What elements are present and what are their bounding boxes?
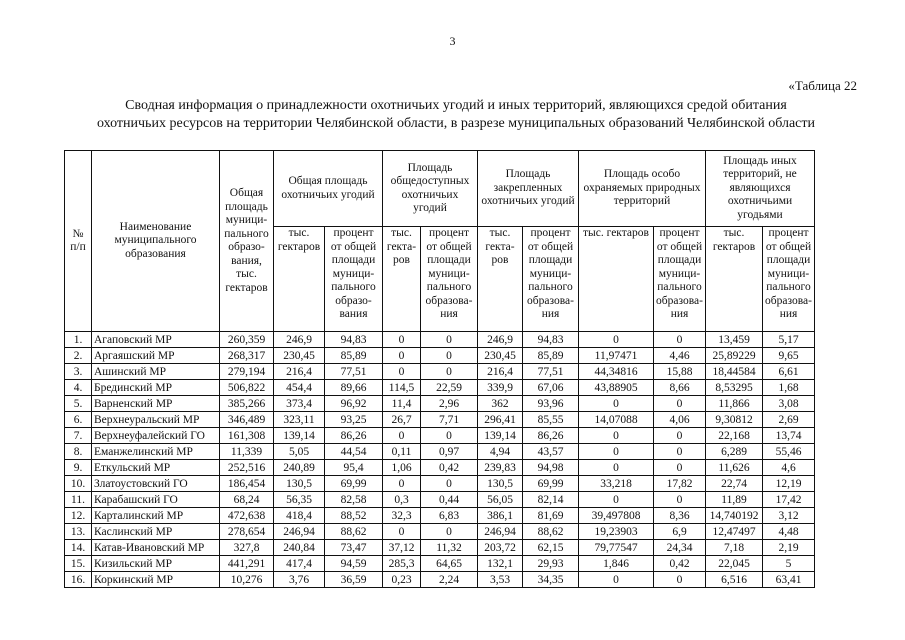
- table-cell: 77,51: [523, 364, 579, 380]
- table-cell: 88,62: [325, 524, 383, 540]
- table-cell: 82,14: [523, 492, 579, 508]
- table-cell: 14,740192: [706, 508, 763, 524]
- table-cell: 36,59: [325, 572, 383, 588]
- table-cell: 0: [383, 332, 421, 348]
- table-cell: 19,23903: [579, 524, 654, 540]
- table-cell: 89,66: [325, 380, 383, 396]
- table-cell: 278,654: [220, 524, 274, 540]
- table-cell: 230,45: [478, 348, 523, 364]
- row-number: 4.: [65, 380, 92, 396]
- row-number: 14.: [65, 540, 92, 556]
- header-public-area: Площадь общедоступных охотничьих угодий: [383, 151, 478, 227]
- title-line-2: охотничьих ресурсов на территории Челябинской области, в разрезе муниципальных образований Челябинской области: [96, 116, 815, 131]
- table-cell: 8,36: [654, 508, 706, 524]
- table-cell: 8,66: [654, 380, 706, 396]
- table-cell: 327,8: [220, 540, 274, 556]
- row-number: 5.: [65, 396, 92, 412]
- table-cell: 85,89: [523, 348, 579, 364]
- table-cell: 3,53: [478, 572, 523, 588]
- table-cell: 44,34816: [579, 364, 654, 380]
- municipality-name: Аргаяшский МР: [92, 348, 220, 364]
- table-cell: 62,15: [523, 540, 579, 556]
- table-cell: 13,459: [706, 332, 763, 348]
- table-cell: 203,72: [478, 540, 523, 556]
- table-cell: 6,83: [421, 508, 478, 524]
- table-cell: 0: [383, 364, 421, 380]
- table-cell: 0: [421, 332, 478, 348]
- table-cell: 418,4: [274, 508, 325, 524]
- municipality-name: Варненский МР: [92, 396, 220, 412]
- table-cell: 385,266: [220, 396, 274, 412]
- table-cell: 69,99: [325, 476, 383, 492]
- table-cell: 2,19: [763, 540, 815, 556]
- table-row: [65, 396, 815, 412]
- table-cell: 0,11: [383, 444, 421, 460]
- table-cell: 246,9: [478, 332, 523, 348]
- table-cell: 44,54: [325, 444, 383, 460]
- table-row: [65, 428, 815, 444]
- table-cell: 0: [421, 364, 478, 380]
- table-cell: 323,11: [274, 412, 325, 428]
- table-cell: 5: [763, 556, 815, 572]
- table-cell: 0,42: [654, 556, 706, 572]
- subheader-other-pct: процент от общей площади муници-пального образова-ния: [763, 227, 815, 332]
- row-number: 6.: [65, 412, 92, 428]
- subheader-protected-pct: процент от общей площади муници-пального образова-ния: [654, 227, 706, 332]
- table-cell: 0,44: [421, 492, 478, 508]
- table-cell: 4,48: [763, 524, 815, 540]
- table-cell: 96,92: [325, 396, 383, 412]
- table-cell: 0: [579, 444, 654, 460]
- table-cell: 6,9: [654, 524, 706, 540]
- row-number: 11.: [65, 492, 92, 508]
- header-assigned-area: Площадь закрепленных охотничьих угодий: [478, 151, 579, 227]
- table-row: [65, 348, 815, 364]
- table-cell: 6,289: [706, 444, 763, 460]
- row-number: 8.: [65, 444, 92, 460]
- table-cell: 3,12: [763, 508, 815, 524]
- page-number: 3: [449, 34, 456, 48]
- table-cell: 12,19: [763, 476, 815, 492]
- row-number: 13.: [65, 524, 92, 540]
- subheader-hunting-pct: процент от общей площади муници-пального образо-вания: [325, 227, 383, 332]
- table-cell: 94,59: [325, 556, 383, 572]
- table-cell: 81,69: [523, 508, 579, 524]
- table-row: [65, 380, 815, 396]
- subheader-other-ha: тыс. гектаров: [706, 227, 763, 332]
- table-cell: 240,84: [274, 540, 325, 556]
- table-cell: 79,77547: [579, 540, 654, 556]
- municipality-name: Златоустовский ГО: [92, 476, 220, 492]
- table-cell: 94,98: [523, 460, 579, 476]
- municipality-name: Каслинский МР: [92, 524, 220, 540]
- table-cell: 114,5: [383, 380, 421, 396]
- table-cell: 8,53295: [706, 380, 763, 396]
- municipality-name: Ашинский МР: [92, 364, 220, 380]
- table-cell: 55,46: [763, 444, 815, 460]
- table-cell: 0: [654, 428, 706, 444]
- table-cell: 15,88: [654, 364, 706, 380]
- table-cell: 0: [383, 348, 421, 364]
- subheader-public-ha: тыс. гекта-ров: [383, 227, 421, 332]
- table-row: [65, 556, 815, 572]
- table-cell: 279,194: [220, 364, 274, 380]
- table-cell: 64,65: [421, 556, 478, 572]
- table-cell: 14,07088: [579, 412, 654, 428]
- subheader-assigned-pct: процент от общей площади муници-пального образова-ния: [523, 227, 579, 332]
- table-row: [65, 540, 815, 556]
- subheader-public-pct: процент от общей площади муници-пального образова-ния: [421, 227, 478, 332]
- table-cell: 161,308: [220, 428, 274, 444]
- table-row: [65, 444, 815, 460]
- table-cell: 94,83: [325, 332, 383, 348]
- table-cell: 1,846: [579, 556, 654, 572]
- municipality-name: Верхнеуфалейский ГО: [92, 428, 220, 444]
- header-protected-area: Площадь особо охраняемых природных территорий: [579, 151, 706, 227]
- row-number: 3.: [65, 364, 92, 380]
- table-cell: 252,516: [220, 460, 274, 476]
- table-cell: 506,822: [220, 380, 274, 396]
- table-cell: 0,23: [383, 572, 421, 588]
- table-row: [65, 508, 815, 524]
- table-cell: 339,9: [478, 380, 523, 396]
- table-cell: 0: [383, 524, 421, 540]
- row-number: 9.: [65, 460, 92, 476]
- table-body: [65, 332, 815, 588]
- table-cell: 346,489: [220, 412, 274, 428]
- header-name: Наименование муниципального образования: [92, 151, 220, 332]
- table-cell: 0: [421, 476, 478, 492]
- table-cell: 139,14: [478, 428, 523, 444]
- table-cell: 10,276: [220, 572, 274, 588]
- table-cell: 130,5: [274, 476, 325, 492]
- table-cell: 0,3: [383, 492, 421, 508]
- table-cell: 239,83: [478, 460, 523, 476]
- table-cell: 11,339: [220, 444, 274, 460]
- table-cell: 0: [579, 396, 654, 412]
- table-cell: 285,3: [383, 556, 421, 572]
- table-cell: 216,4: [478, 364, 523, 380]
- table-cell: 11,89: [706, 492, 763, 508]
- table-cell: 33,218: [579, 476, 654, 492]
- table-cell: 43,88905: [579, 380, 654, 396]
- row-number: 12.: [65, 508, 92, 524]
- table-cell: 7,71: [421, 412, 478, 428]
- table-cell: 18,44584: [706, 364, 763, 380]
- row-number: 1.: [65, 332, 92, 348]
- table-cell: 85,89: [325, 348, 383, 364]
- table-cell: 63,41: [763, 572, 815, 588]
- table-row: [65, 524, 815, 540]
- header-num: № п/п: [65, 151, 92, 332]
- table-cell: 43,57: [523, 444, 579, 460]
- table-cell: 0: [579, 332, 654, 348]
- municipality-name: Агаповский МР: [92, 332, 220, 348]
- table-cell: 37,12: [383, 540, 421, 556]
- table-cell: 88,52: [325, 508, 383, 524]
- table-cell: 0: [654, 572, 706, 588]
- table-cell: 9,65: [763, 348, 815, 364]
- table-row: [65, 572, 815, 588]
- document-title: [56, 97, 856, 133]
- table-cell: 0: [654, 492, 706, 508]
- summary-table: [64, 150, 815, 588]
- table-cell: 0: [383, 476, 421, 492]
- table-cell: 230,45: [274, 348, 325, 364]
- table-cell: 56,05: [478, 492, 523, 508]
- table-cell: 34,35: [523, 572, 579, 588]
- table-cell: 93,96: [523, 396, 579, 412]
- table-row: [65, 332, 815, 348]
- row-number: 7.: [65, 428, 92, 444]
- subheader-hunting-ha: тыс. гектаров: [274, 227, 325, 332]
- municipality-name: Еткульский МР: [92, 460, 220, 476]
- table-cell: 0: [579, 460, 654, 476]
- table-cell: 6,61: [763, 364, 815, 380]
- table-cell: 0: [579, 572, 654, 588]
- table-cell: 0: [654, 396, 706, 412]
- table-cell: 32,3: [383, 508, 421, 524]
- table-cell: 1,68: [763, 380, 815, 396]
- row-number: 15.: [65, 556, 92, 572]
- table-cell: 0: [654, 444, 706, 460]
- subheader-assigned-ha: тыс. гекта-ров: [478, 227, 523, 332]
- table-cell: 0: [421, 524, 478, 540]
- table-cell: 417,4: [274, 556, 325, 572]
- table-cell: 4,94: [478, 444, 523, 460]
- table-cell: 29,93: [523, 556, 579, 572]
- municipality-name: Карабашский ГО: [92, 492, 220, 508]
- table-cell: 25,89229: [706, 348, 763, 364]
- table-cell: 67,06: [523, 380, 579, 396]
- municipality-name: Катав-Ивановский МР: [92, 540, 220, 556]
- table-cell: 246,9: [274, 332, 325, 348]
- table-cell: 86,26: [325, 428, 383, 444]
- table-row: [65, 492, 815, 508]
- table-cell: 11,32: [421, 540, 478, 556]
- table-cell: 85,55: [523, 412, 579, 428]
- table-cell: 0: [579, 492, 654, 508]
- table-cell: 22,045: [706, 556, 763, 572]
- table-cell: 93,25: [325, 412, 383, 428]
- table-cell: 441,291: [220, 556, 274, 572]
- table-cell: 11,97471: [579, 348, 654, 364]
- row-number: 2.: [65, 348, 92, 364]
- table-cell: 68,24: [220, 492, 274, 508]
- table-cell: 13,74: [763, 428, 815, 444]
- header-total-area: Общая площадь муници-пального образо-вания, тыс. гектаров: [220, 151, 274, 332]
- table-row: [65, 460, 815, 476]
- table-cell: 7,18: [706, 540, 763, 556]
- table-cell: 24,34: [654, 540, 706, 556]
- table-cell: 0: [579, 428, 654, 444]
- table-cell: 216,4: [274, 364, 325, 380]
- table-cell: 373,4: [274, 396, 325, 412]
- table-cell: 0: [383, 428, 421, 444]
- table-cell: 94,83: [523, 332, 579, 348]
- table-cell: 268,317: [220, 348, 274, 364]
- table-cell: 5,05: [274, 444, 325, 460]
- municipality-name: Еманжелинский МР: [92, 444, 220, 460]
- table-cell: 0,42: [421, 460, 478, 476]
- table-cell: 246,94: [478, 524, 523, 540]
- subheader-protected-ha: тыс. гектаров: [579, 227, 654, 332]
- table-cell: 26,7: [383, 412, 421, 428]
- table-cell: 139,14: [274, 428, 325, 444]
- table-cell: 22,74: [706, 476, 763, 492]
- table-cell: 2,69: [763, 412, 815, 428]
- table-reference: «Таблица 22: [788, 78, 857, 93]
- table-cell: 472,638: [220, 508, 274, 524]
- table-cell: 88,62: [523, 524, 579, 540]
- table-cell: 362: [478, 396, 523, 412]
- table-cell: 82,58: [325, 492, 383, 508]
- municipality-name: Кизильский МР: [92, 556, 220, 572]
- table-cell: 77,51: [325, 364, 383, 380]
- table-cell: 0: [421, 428, 478, 444]
- table-cell: 296,41: [478, 412, 523, 428]
- row-number: 16.: [65, 572, 92, 588]
- table-cell: 17,82: [654, 476, 706, 492]
- table-cell: 6,516: [706, 572, 763, 588]
- table-cell: 86,26: [523, 428, 579, 444]
- table-cell: 260,359: [220, 332, 274, 348]
- table-cell: 4,06: [654, 412, 706, 428]
- table-cell: 132,1: [478, 556, 523, 572]
- table-cell: 3,76: [274, 572, 325, 588]
- table-cell: 1,06: [383, 460, 421, 476]
- table-cell: 5,17: [763, 332, 815, 348]
- municipality-name: Коркинский МР: [92, 572, 220, 588]
- table-cell: 130,5: [478, 476, 523, 492]
- table-cell: 0: [421, 348, 478, 364]
- table-cell: 22,168: [706, 428, 763, 444]
- table-cell: 3,08: [763, 396, 815, 412]
- table-cell: 39,497808: [579, 508, 654, 524]
- table-row: [65, 412, 815, 428]
- table-cell: 56,35: [274, 492, 325, 508]
- header-hunting-area: Общая площадь охотничьих угодий: [274, 151, 383, 227]
- table-cell: 17,42: [763, 492, 815, 508]
- title-line-1: Сводная информация о принадлежности охотничьих угодий и иных территорий, являющихся средой обитания: [125, 98, 787, 113]
- municipality-name: Верхнеуральский МР: [92, 412, 220, 428]
- table-cell: 0,97: [421, 444, 478, 460]
- municipality-name: Брединский МР: [92, 380, 220, 396]
- table-cell: 11,4: [383, 396, 421, 412]
- header-other-area: Площадь иных территорий, не являющихся охотничьими угодьями: [706, 151, 815, 227]
- table-cell: 386,1: [478, 508, 523, 524]
- table-cell: 9,30812: [706, 412, 763, 428]
- row-number: 10.: [65, 476, 92, 492]
- table-cell: 12,47497: [706, 524, 763, 540]
- table-cell: 73,47: [325, 540, 383, 556]
- table-cell: 69,99: [523, 476, 579, 492]
- municipality-name: Карталинский МР: [92, 508, 220, 524]
- table-cell: 0: [654, 332, 706, 348]
- table-cell: 95,4: [325, 460, 383, 476]
- table-cell: 0: [654, 460, 706, 476]
- table-cell: 454,4: [274, 380, 325, 396]
- table-cell: 11,626: [706, 460, 763, 476]
- table-cell: 186,454: [220, 476, 274, 492]
- table-cell: 2,96: [421, 396, 478, 412]
- table-row: [65, 476, 815, 492]
- table-row: [65, 364, 815, 380]
- table-cell: 11,866: [706, 396, 763, 412]
- table-cell: 4,6: [763, 460, 815, 476]
- table-cell: 246,94: [274, 524, 325, 540]
- table-cell: 2,24: [421, 572, 478, 588]
- table-cell: 22,59: [421, 380, 478, 396]
- table-cell: 4,46: [654, 348, 706, 364]
- table-cell: 240,89: [274, 460, 325, 476]
